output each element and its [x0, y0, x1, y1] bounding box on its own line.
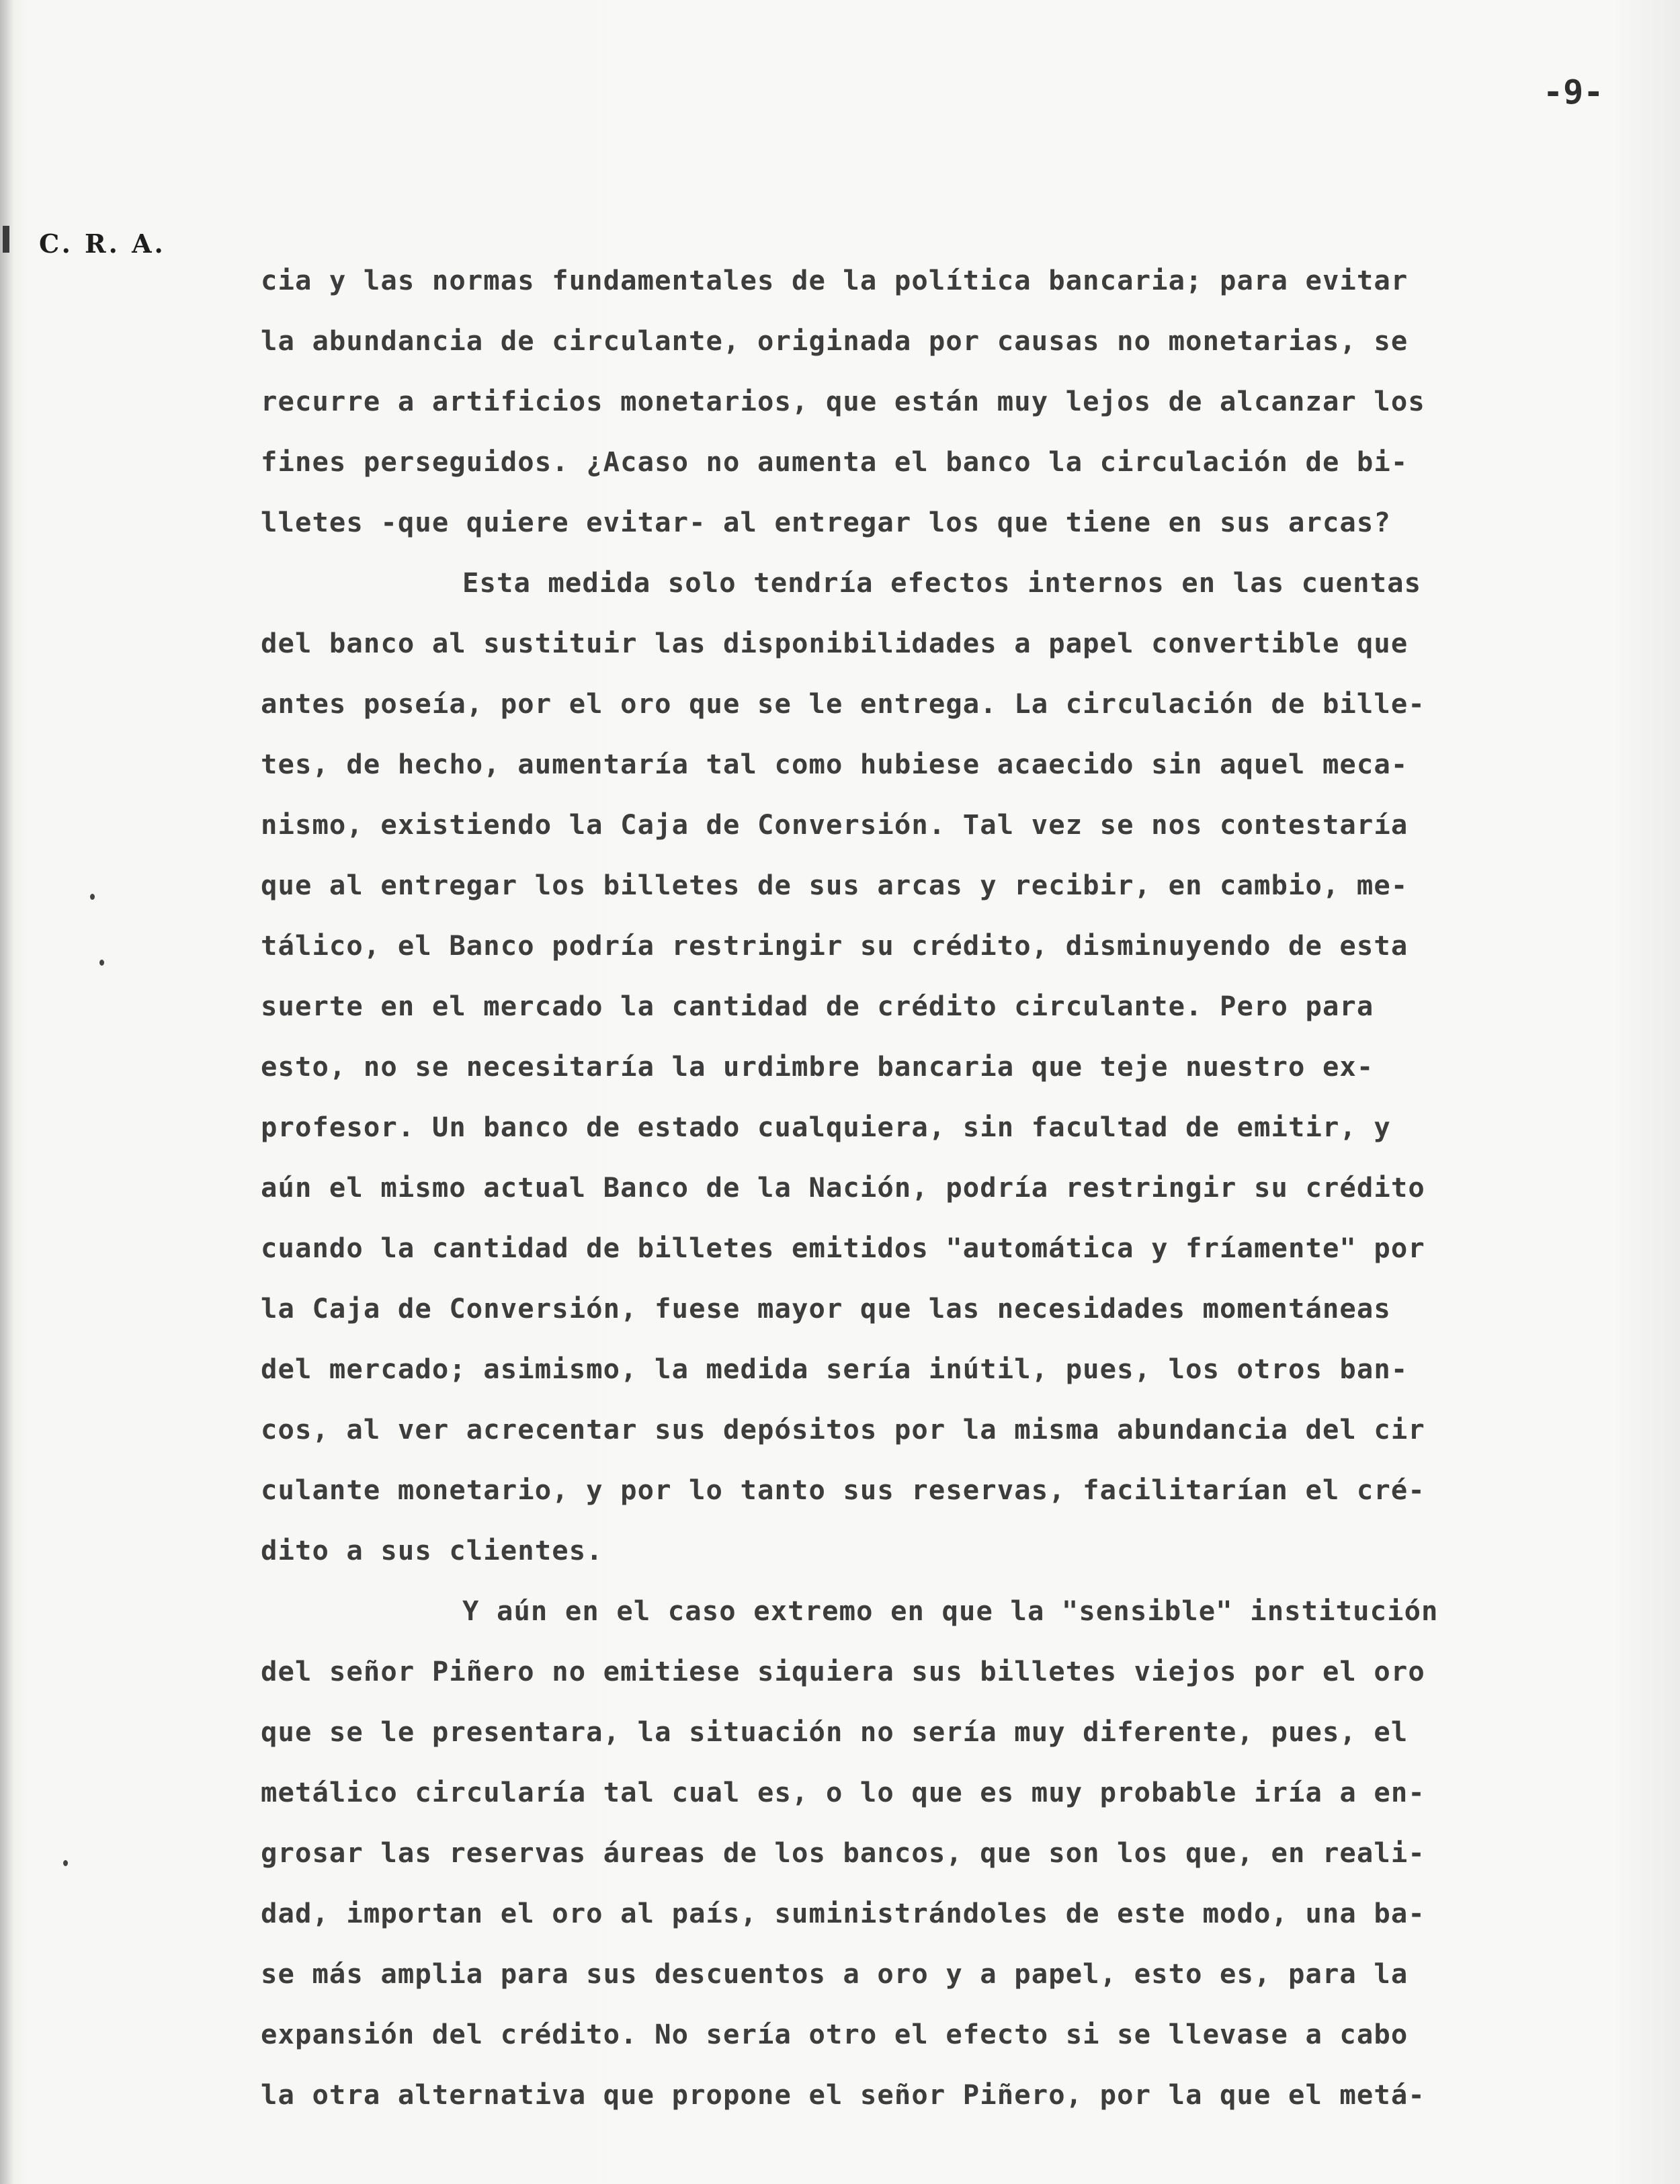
text-line: culante monetario, y por lo tanto sus reservas, facilitarían el cré-	[261, 1474, 1425, 1506]
margin-mark	[3, 226, 9, 253]
paragraph-start-line: Y aún en el caso extremo en que la "sensible" institución	[462, 1595, 1439, 1627]
text-line: dito a sus clientes.	[261, 1534, 603, 1566]
text-line: cuando la cantidad de billetes emitidos "automática y fríamente" por	[261, 1232, 1425, 1264]
text-line: la Caja de Conversión, fuese mayor que las necesidades momentáneas	[261, 1292, 1391, 1325]
text-line: se más amplia para sus descuentos a oro y a papel, esto es, para la	[261, 1958, 1409, 1990]
text-line: fines perseguidos. ¿Acaso no aumenta el banco la circulación de bi-	[261, 446, 1409, 478]
text-line: del banco al sustituir las disponibilidades a papel convertible que	[261, 627, 1409, 659]
letterhead: C. R. A.	[39, 228, 166, 259]
text-line: suerte en el mercado la cantidad de crédito circulante. Pero para	[261, 990, 1374, 1022]
text-line: cos, al ver acrecentar sus depósitos por la misma abundancia del cir	[261, 1413, 1425, 1445]
binding-shadow	[0, 0, 13, 2184]
stray-mark	[63, 1860, 68, 1866]
text-line: esto, no se necesitaría la urdimbre bancaria que teje nuestro ex-	[261, 1050, 1374, 1083]
text-line: metálico circularía tal cual es, o lo que es muy probable iría a en-	[261, 1776, 1425, 1808]
text-line: expansión del crédito. No sería otro el efecto si se llevase a cabo	[261, 2018, 1409, 2050]
text-line: lletes -que quiere evitar- al entregar los que tiene en sus arcas?	[261, 506, 1391, 538]
text-line: cia y las normas fundamentales de la política bancaria; para evitar	[261, 264, 1409, 296]
page-number: -9-	[1543, 73, 1604, 112]
text-line: que se le presentara, la situación no sería muy diferente, pues, el	[261, 1716, 1409, 1748]
text-line: profesor. Un banco de estado cualquiera, sin facultad de emitir, y	[261, 1111, 1391, 1143]
text-line: tálico, el Banco podría restringir su crédito, disminuyendo de esta	[261, 929, 1409, 962]
text-line: recurre a artificios monetarios, que están muy lejos de alcanzar los	[261, 385, 1425, 417]
body-text	[261, 250, 1665, 2125]
text-line: la abundancia de circulante, originada por causas no monetarias, se	[261, 325, 1409, 357]
text-line: tes, de hecho, aumentaría tal como hubiese acaecido sin aquel meca-	[261, 748, 1409, 780]
text-line: nismo, existiendo la Caja de Conversión. Tal vez se nos contestaría	[261, 808, 1409, 841]
text-line: la otra alternativa que propone el señor Piñero, por la que el metá-	[261, 2078, 1425, 2111]
text-line: que al entregar los billetes de sus arcas y recibir, en cambio, me-	[261, 869, 1409, 901]
paragraph-start-line: Esta medida solo tendría efectos internos en las cuentas	[462, 566, 1422, 599]
stray-mark	[99, 960, 104, 966]
text-line: aún el mismo actual Banco de la Nación, podría restringir su crédito	[261, 1171, 1425, 1204]
text-line: dad, importan el oro al país, suministrándoles de este modo, una ba-	[261, 1897, 1425, 1929]
stray-mark	[90, 894, 95, 900]
text-line: del mercado; asimismo, la medida sería inútil, pues, los otros ban-	[261, 1353, 1409, 1385]
text-line: antes poseía, por el oro que se le entrega. La circulación de bille-	[261, 687, 1425, 720]
text-line: grosar las reservas áureas de los bancos, que son los que, en reali-	[261, 1837, 1425, 1869]
text-line: del señor Piñero no emitiese siquiera sus billetes viejos por el oro	[261, 1655, 1425, 1687]
